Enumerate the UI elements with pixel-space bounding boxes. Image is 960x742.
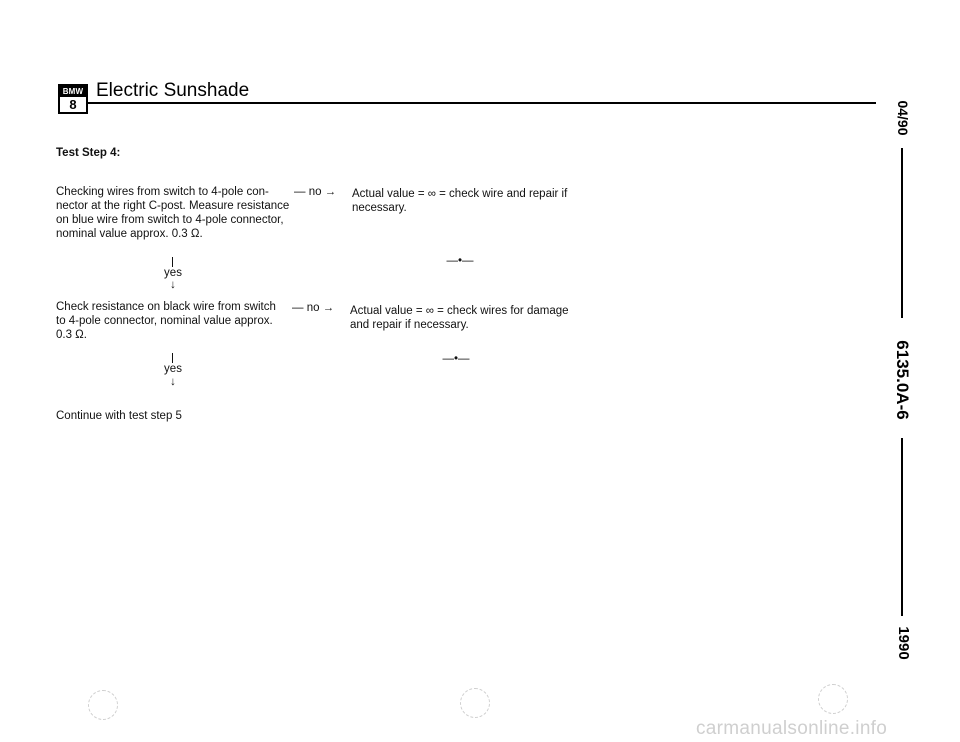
punch-hole-left [88,690,118,720]
step-1-no-arrow: — no → [294,186,337,198]
step-2-instruction [56,300,296,342]
page-title: Electric Sunshade [96,80,250,101]
sidebar-line-1 [901,148,903,318]
step-2-line-2: to 4-pole connector, nominal value approx. [56,315,273,327]
punch-hole-center [460,688,490,718]
step-1-result [352,187,592,215]
step-2-line-3: 0.3 Ω. [56,329,87,341]
step-1-line-3: on blue wire from switch to 4-pole connector, [56,214,284,226]
test-step-label: Test Step 4: [56,147,121,159]
step-1-instruction [56,185,296,241]
step-2-line-1: Check resistance on black wire from switch [56,301,276,313]
step-1-result-line-2: necessary. [352,202,407,214]
bmw-8-logo [58,84,88,114]
step-2-down-arrow: ↓ [170,376,176,388]
step-2-result-line-2: and repair if necessary. [350,319,469,331]
header-rule [88,102,876,104]
sidebar-line-2 [901,438,903,616]
logo-brand: BMW [60,86,86,97]
step-1-yes-label: yes [164,267,182,279]
sidebar-date: 04/90 [895,100,911,136]
continue-text: Continue with test step 5 [56,410,182,422]
logo-series-number: 8 [69,97,77,112]
step-2-yes-label: yes [164,363,182,375]
sidebar-year: 1990 [895,626,912,660]
step-1-result-line-1: Actual value = ∞ = check wire and repair if [352,188,568,200]
punch-hole-right [818,684,848,714]
step-1-line-2: nector at the right C-post. Measure resistance [56,200,290,212]
footer-watermark: carmanualsonline.info [696,718,888,739]
step-2-result-line-1: Actual value = ∞ = check wires for damage [350,305,569,317]
step-2-separator: —•— [442,353,470,365]
step-2-no-arrow: — no → [292,302,335,314]
step-1-line-1: Checking wires from switch to 4-pole con- [56,186,269,198]
sidebar-code: 6135.0A-6 [893,340,912,420]
step-1-line-4: nominal value approx. 0.3 Ω. [56,228,203,240]
step-1-separator: —•— [446,255,474,267]
step-2-result [350,304,590,332]
step-1-down-arrow: ↓ [170,279,176,291]
